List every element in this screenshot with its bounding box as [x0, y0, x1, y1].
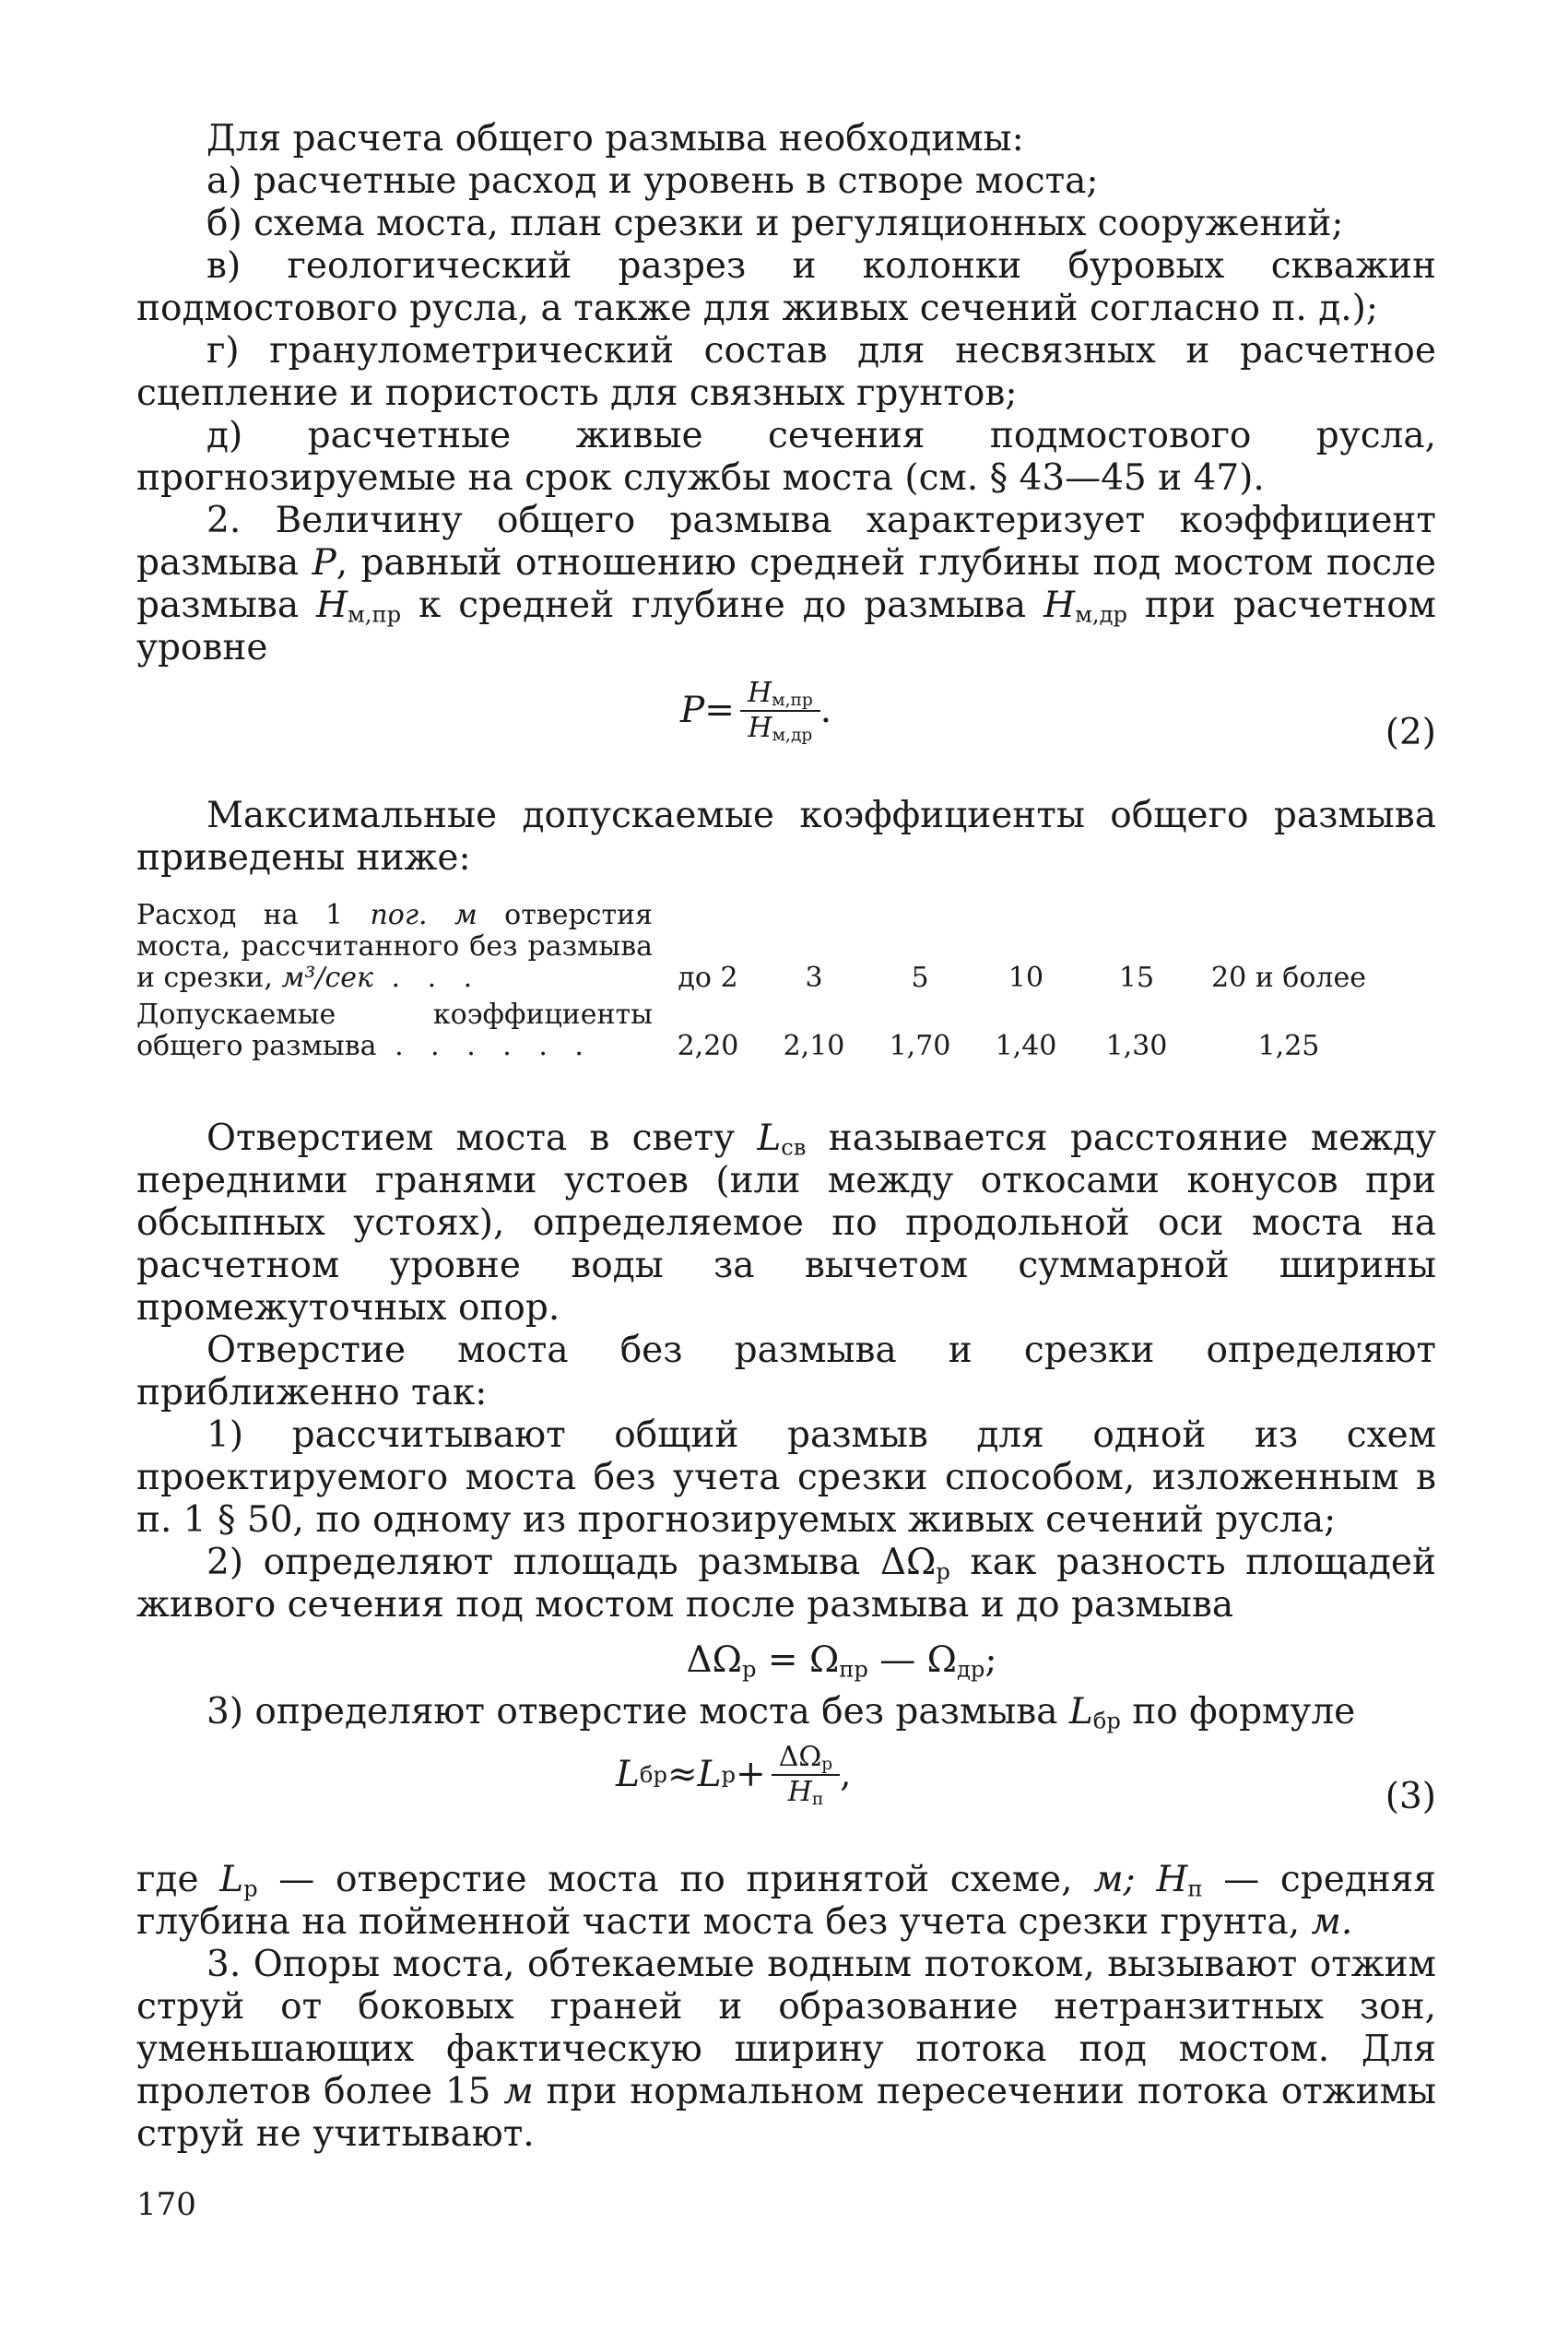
- table-cell: до 2: [678, 962, 738, 994]
- formula-3-denominator: [781, 1776, 831, 1809]
- formula-2-fraction: [740, 677, 820, 745]
- equation-number-3: (3): [1385, 1776, 1436, 1817]
- intro-paragraph: [136, 118, 1436, 160]
- step-2-text-b: как разность площадей живого сечения под мостом после размыва и до размыва: [136, 1542, 1436, 1626]
- flow-label-unit: пог. м: [370, 899, 477, 931]
- where-c: — средняя глубина на пойменной части моста без учета срезки грунта,: [136, 1859, 1436, 1943]
- where-paragraph: [136, 1859, 1436, 1944]
- domega-a-sub: пр: [839, 1656, 868, 1683]
- formula-3-lhs: L: [616, 1754, 640, 1795]
- num-h: H: [747, 677, 772, 709]
- item-v: [136, 245, 1436, 330]
- formula-3-approx: ≈: [666, 1754, 698, 1795]
- formula-3-term: L: [697, 1754, 722, 1795]
- max-coef-text: Максимальные допускаемые коэффициенты общего размыва приведены ниже:: [136, 795, 1436, 879]
- table-cell: 1,40: [995, 1030, 1057, 1062]
- step-1-text: 1) рассчитывают общий размыв для одной из схем проектируемого моста без учета срезки способом, изложенным в п. 1 § 50, по одному из прогнозируемых живых сечений русла;: [136, 1414, 1436, 1541]
- item-v-text: в) геологический разрез и колонки буровых скважин подмостового русла, а также для живых сечений согласно п. д.);: [136, 245, 1436, 329]
- otv-text-a: Отверстием моста в свету: [206, 1118, 758, 1159]
- table-cell: 15: [1118, 962, 1155, 994]
- formula-3-fraction: [772, 1741, 840, 1809]
- domega-b-sub: др: [957, 1656, 985, 1683]
- page-number: 170: [136, 2186, 196, 2223]
- sub-bp: бр: [1092, 1708, 1121, 1734]
- domega-minus: — Ω: [867, 1639, 958, 1681]
- p2-symbol-h2: H: [1043, 585, 1076, 626]
- paragraph-2: [136, 500, 1436, 669]
- domega-eq: = Ω: [756, 1639, 840, 1681]
- formula-3: [136, 1741, 1436, 1851]
- sub-p: р: [936, 1558, 950, 1585]
- step-2: [136, 1542, 1436, 1626]
- item-b: [136, 203, 1436, 245]
- domega-lhs-sub: р: [741, 1656, 757, 1683]
- approx-text: Отверстие моста без размыва и срезки определяют приближенно так:: [136, 1330, 1436, 1413]
- symbol-l-bp: L: [1068, 1691, 1093, 1733]
- formula-2-eq: =: [704, 690, 735, 731]
- num-sub: м,пр: [772, 691, 813, 711]
- flow-label-b: отверстия моста, рассчитанного без размыва и срезки,: [136, 899, 653, 994]
- formula-3-plus: +: [736, 1754, 766, 1795]
- table-cell: 20 и более: [1211, 962, 1366, 994]
- p3-text-b: при нормальном пересечении потока отжимы струй не учитывают.: [136, 2071, 1436, 2155]
- step-3-text-a: 3) определяют отверстие моста без размыва: [206, 1691, 1069, 1733]
- domega-tail: ;: [984, 1639, 997, 1681]
- flow-label-a: Расход на 1: [136, 899, 371, 931]
- opening-definition: [136, 1118, 1436, 1330]
- flow-dots: . . .: [372, 962, 482, 994]
- item-b-text: б) схема моста, план срезки и регуляционных сооружений;: [206, 203, 1344, 244]
- sub-p-2: р: [243, 1875, 258, 1902]
- where-unit-m2: м.: [1311, 1901, 1353, 1943]
- coefficient-table: [136, 900, 1381, 1062]
- item-g: [136, 330, 1436, 415]
- paragraph-3: [136, 1944, 1436, 2156]
- p2-sub-mpr: м,пр: [348, 601, 402, 628]
- formula-2-tail: .: [819, 690, 832, 731]
- step-1: [136, 1414, 1436, 1542]
- approx-paragraph: [136, 1330, 1436, 1414]
- item-d: [136, 415, 1436, 500]
- p2-text-d: при расчетном уровне: [136, 585, 1437, 668]
- p2-text-a: 2. Величину общего размыва характеризует коэффициент размыва: [136, 500, 1436, 584]
- den-h: H: [748, 712, 772, 744]
- table-row: [136, 994, 1381, 1062]
- step-2-text-a: 2) определяют площадь размыва: [206, 1542, 880, 1583]
- item-a-text: а) расчетные расход и уровень в створе моста;: [206, 160, 1099, 202]
- equation-number-2: (2): [1385, 712, 1436, 753]
- p2-text-c: к средней глубине до размыва: [401, 585, 1044, 626]
- p3-unit: м: [503, 2071, 534, 2112]
- coef-label: [136, 994, 653, 1062]
- table-cell: 1,70: [889, 1030, 951, 1062]
- flow-label-units: м³/сек: [281, 962, 373, 994]
- max-coef-paragraph: [136, 795, 1436, 880]
- coef-label-text: Допускаемые коэффициенты общего размыва: [136, 999, 653, 1062]
- domega-lhs: ΔΩ: [686, 1639, 742, 1681]
- sub-sv: св: [781, 1134, 807, 1161]
- f3-num-sub: р: [821, 1755, 833, 1775]
- formula-3-tail: ,: [840, 1754, 852, 1795]
- table-cell: 5: [911, 962, 929, 994]
- intro-text: Для расчета общего размыва необходимы:: [206, 118, 1024, 160]
- p2-symbol-p: P: [312, 542, 336, 584]
- where-a: где: [136, 1859, 220, 1900]
- p2-symbol-h1: H: [315, 585, 348, 626]
- sub-n: п: [1187, 1875, 1203, 1902]
- formula-3-body: L бр ≈ L р + $\frac{\Delta\Omega_р}{H_п}$ ,: [616, 1741, 852, 1810]
- flow-label: [136, 900, 653, 994]
- where-b: — отверстие моста по принятой схеме,: [257, 1859, 1094, 1900]
- item-g-text: г) гранулометрический состав для несвязных и расчетное сцепление и пористость для связных грунтов;: [136, 330, 1436, 414]
- table-row: [136, 900, 1381, 994]
- table-cell: 2,10: [783, 1030, 845, 1062]
- f3-num: ΔΩ: [778, 1741, 822, 1773]
- p2-sub-mdr: м,др: [1075, 601, 1127, 628]
- p2-text-b: , равный отношению средней глубины под мостом после размыва: [136, 542, 1436, 626]
- symbol-h-n: H: [1156, 1859, 1188, 1900]
- den-sub: м,др: [772, 726, 813, 746]
- step-3-text-b: по формуле: [1120, 1691, 1356, 1733]
- symbol-l-sv: L: [757, 1118, 782, 1159]
- formula-2-numerator: [740, 677, 820, 710]
- symbol-l-p: L: [219, 1859, 244, 1900]
- formula-2: [136, 677, 1436, 787]
- formula-3-numerator: [772, 1741, 840, 1774]
- table-cell: 10: [1008, 962, 1044, 994]
- table-cell: 1,30: [1105, 1030, 1168, 1062]
- formula-2-body: [680, 677, 831, 745]
- formula-domega: [136, 1639, 1436, 1682]
- f3-den: H: [787, 1776, 812, 1808]
- coef-dots: . . . . . .: [376, 1030, 593, 1062]
- otv-text-b: называется расстояние между передними гранями устоев (или между откосами конусов при обсыпных устоях), определяемое по продольной оси моста на расчетном уровне воды за вычетом суммарной ширины промежуточных опор.: [136, 1118, 1437, 1329]
- item-d-text: д) расчетные живые сечения подмостового русла, прогнозируемые на срок службы моста (см. § 43—45 и 47).: [136, 415, 1436, 499]
- formula-2-denominator: [740, 712, 819, 745]
- where-unit-m: м;: [1093, 1859, 1136, 1900]
- p3-text-a: 3. Опоры моста, обтекаемые водным потоком, вызывают отжим струй от боковых граней и образование нетранзитных зон, уменьшающих фактическую ширину потока под мостом. Для пролетов более 15: [136, 1944, 1436, 2112]
- step-3: [136, 1691, 1436, 1733]
- table-cell: 1,25: [1257, 1030, 1320, 1062]
- symbol-domega: ΔΩ: [879, 1542, 937, 1583]
- f3-den-sub: п: [811, 1790, 824, 1810]
- page-content: [136, 118, 1436, 2226]
- formula-2-lhs: P: [680, 690, 705, 731]
- table-cell: 2,20: [677, 1030, 739, 1062]
- table-cell: 3: [805, 962, 823, 994]
- item-a: [136, 160, 1436, 203]
